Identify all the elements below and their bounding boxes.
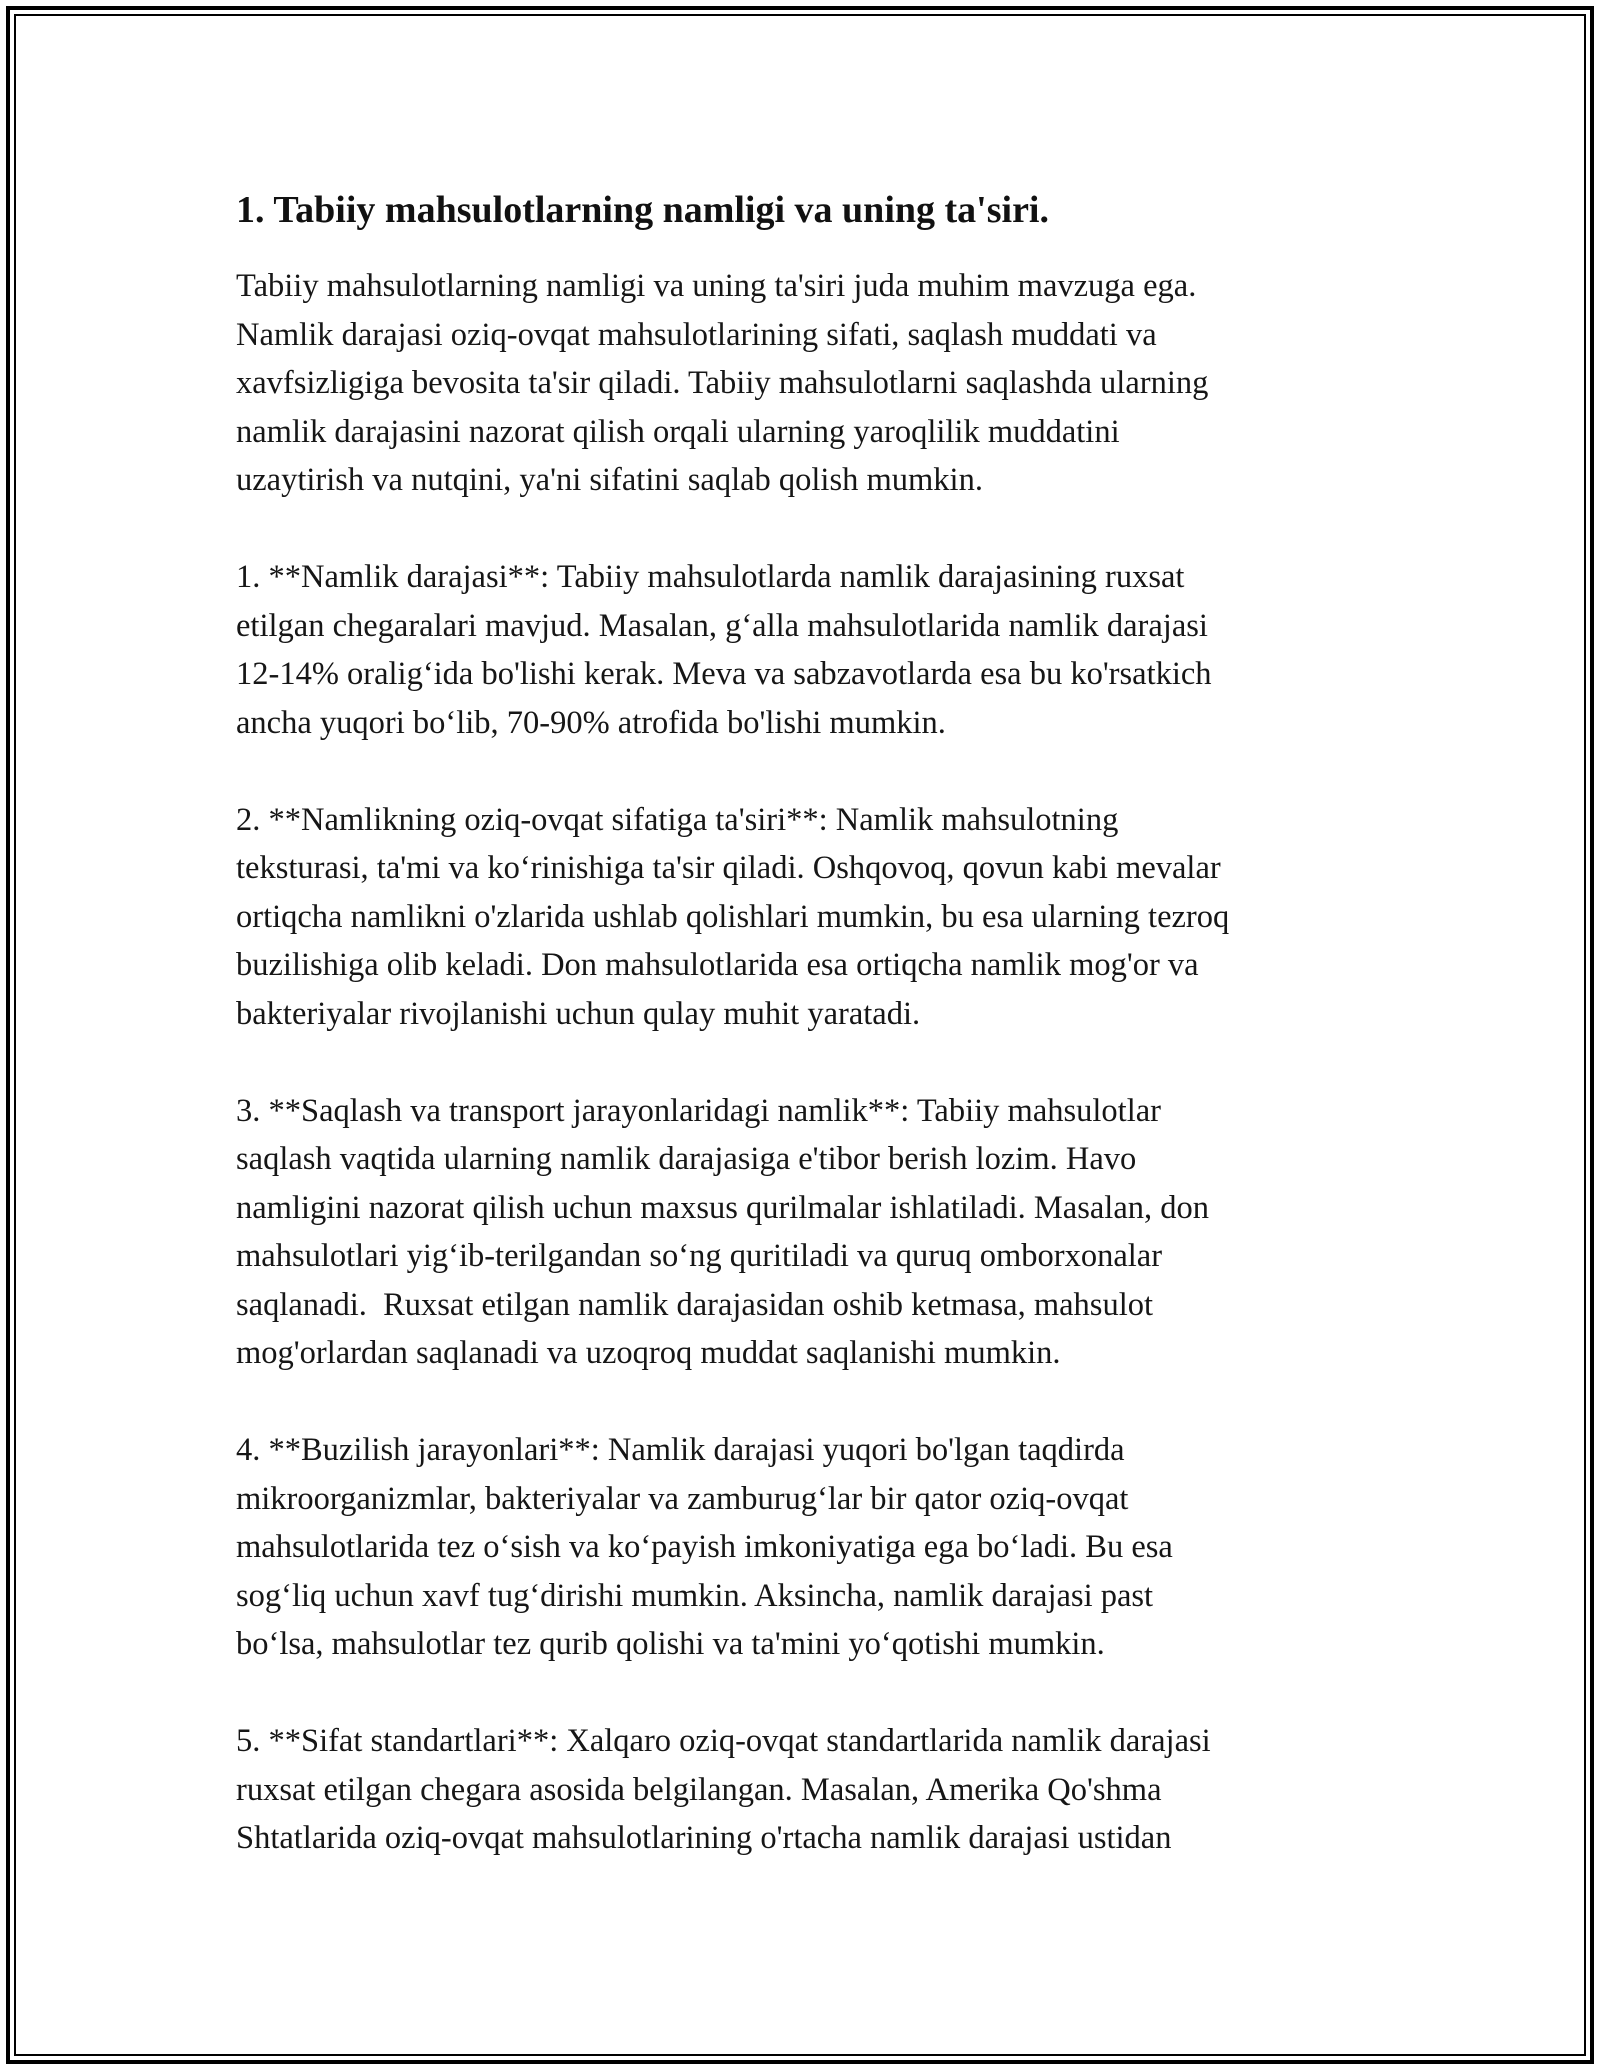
section-heading: 1. Tabiiy mahsulotlarning namligi va uning ta'siri. [236, 189, 1049, 231]
text-line: sog‘liq uchun xavf tug‘dirishi mumkin. Aksincha, namlik darajasi past [236, 1577, 1154, 1614]
text-line: namlik darajasini nazorat qilish orqali ularning yaroqlilik muddatini [236, 413, 1120, 450]
paragraph-item-2 [236, 796, 1376, 1039]
text-line: teksturasi, ta'mi va ko‘rinishiga ta'sir qiladi. Oshqovoq, qovun kabi mevalar [236, 850, 1221, 886]
text-line: Namlik darajasi oziq-ovqat mahsulotlarining sifati, saqlash muddati va [236, 316, 1157, 353]
text-line: ortiqcha namlikni o'zlarida ushlab qolishlari mumkin, bu esa ularning tezroq [236, 898, 1230, 935]
text-line: 12-14% oralig‘ida bo'lishi kerak. Meva va sabzavotlarda esa bu ko'rsatkich [236, 656, 1212, 692]
text-line: 3. **Saqlash va transport jarayonlaridagi namlik**: Tabiiy mahsulotlar [236, 1092, 1161, 1129]
text-line: uzaytirish va nutqini, ya'ni sifatini saqlab qolish mumkin. [236, 462, 983, 498]
text-line: 4. **Buzilish jarayonlari**: Namlik darajasi yuqori bo'lgan taqdirda [236, 1432, 1125, 1468]
text-line: Shtatlarida oziq-ovqat mahsulotlarining o'rtacha namlik darajasi ustidan [236, 1820, 1172, 1856]
text-line: mog'orlardan saqlanadi va uzoqroq muddat saqlanishi mumkin. [236, 1335, 1061, 1371]
paragraph-intro [236, 262, 1376, 505]
text-line: buzilishiga olib keladi. Don mahsulotlarida esa ortiqcha namlik mog'or va [236, 947, 1199, 983]
text-line: etilgan chegaralari mavjud. Masalan, g‘alla mahsulotlarida namlik darajasi [236, 607, 1208, 644]
text-line: bo‘lsa, mahsulotlar tez qurib qolishi va ta'mini yo‘qotishi mumkin. [236, 1626, 1105, 1662]
text-line: Tabiiy mahsulotlarning namligi va uning ta'siri juda muhim mavzuga ega. [236, 268, 1197, 304]
text-line: saqlanadi. Ruxsat etilgan namlik darajasidan oshib ketmasa, mahsulot [236, 1286, 1154, 1323]
paragraph-item-3 [236, 1087, 1376, 1378]
text-line: 1. **Namlik darajasi**: Tabiiy mahsulotlarda namlik darajasining ruxsat [236, 559, 1185, 595]
text-line: mikroorganizmlar, bakteriyalar va zamburug‘lar bir qator oziq-ovqat [236, 1480, 1129, 1517]
document-body [236, 186, 1376, 1911]
paragraph-item-4 [236, 1426, 1376, 1669]
text-line: namligini nazorat qilish uchun maxsus qurilmalar ishlatiladi. Masalan, don [236, 1189, 1210, 1226]
text-line: ruxsat etilgan chegara asosida belgilangan. Masalan, Amerika Qo'shma [236, 1771, 1162, 1808]
text-line: 5. **Sifat standartlari**: Xalqaro oziq-ovqat standartlarida namlik darajasi [236, 1723, 1211, 1759]
text-line: mahsulotlari yig‘ib-terilgandan so‘ng quritiladi va quruq omborxonalar [236, 1238, 1163, 1274]
text-line: ancha yuqori bo‘lib, 70-90% atrofida bo'lishi mumkin. [236, 704, 946, 741]
text-line: 2. **Namlikning oziq-ovqat sifatiga ta'siri**: Namlik mahsulotning [236, 801, 1119, 838]
text-line: saqlash vaqtida ularning namlik darajasiga e'tibor berish lozim. Havo [236, 1141, 1137, 1177]
text-line: bakteriyalar rivojlanishi uchun qulay muhit yaratadi. [236, 995, 921, 1032]
paragraph-item-1 [236, 553, 1376, 747]
text-line: mahsulotlarida tez o‘sish va ko‘payish imkoniyatiga ega bo‘ladi. Bu esa [236, 1529, 1173, 1565]
text-line: xavfsizligiga bevosita ta'sir qiladi. Tabiiy mahsulotlarni saqlashda ularning [236, 365, 1209, 401]
paragraph-item-5 [236, 1717, 1376, 1863]
